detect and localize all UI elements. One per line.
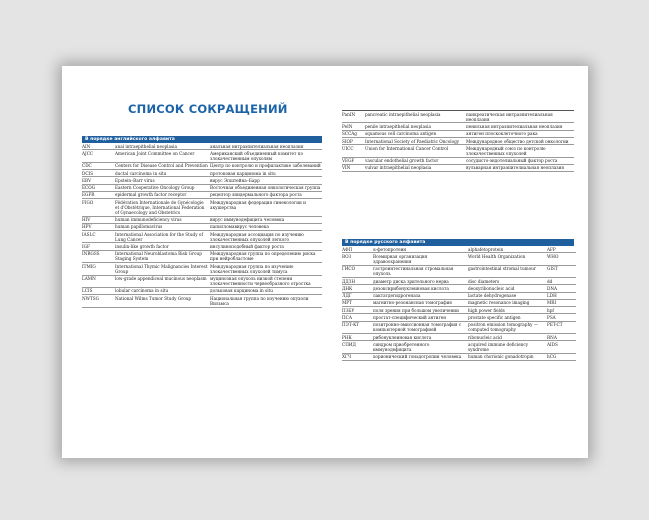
definition-cell: low-grade appendiceal mucinous neoplasm [115, 275, 210, 287]
definition-cell: vascular endothelial growth factor [365, 157, 466, 164]
definition-cell: Международное общество детской онкологии [466, 137, 574, 144]
table-row [82, 177, 322, 184]
table-row [342, 164, 574, 171]
definition-cell: ribonucleic acid [468, 334, 547, 341]
abbreviation-cell: UICC [342, 145, 365, 157]
definition-cell: International Neuroblastoma Risk Group Staging System [115, 250, 210, 262]
definition-cell: пенильная интраэпителиальная неоплазия [466, 123, 574, 130]
definition-cell: vulvar intraepithelial neoplasia [365, 164, 466, 171]
abbreviation-cell: ПЗБУ [342, 307, 373, 314]
definition-cell: Всемирная организация здравоохранения [373, 253, 468, 265]
definition-cell: вирус иммунодефицита человека [210, 216, 322, 223]
abbreviation-cell: PanIN [342, 111, 365, 123]
russian-section-header: В порядке русского алфавита [342, 239, 574, 246]
english-section-continued [342, 110, 574, 172]
definition-cell: alphafetoprotein [468, 246, 547, 253]
definition-cell: International Thymic Malignancies Interest Group [115, 263, 210, 275]
definition-cell: human chorionic gonadotropin [468, 353, 547, 360]
table-row [342, 285, 576, 292]
abbreviation-cell: DCIS [82, 169, 115, 176]
definition-cell: MRI [547, 299, 576, 306]
definition-cell: anal intraepithelial neoplasia [115, 143, 210, 150]
definition-cell: Национальная группа по изучению опухоли Вильмса [210, 295, 322, 307]
definition-cell: гастроинтестинальная стромальная опухоль [373, 265, 468, 277]
definition-cell: hCG [547, 353, 576, 360]
abbreviation-cell: HPV [82, 223, 115, 230]
table-row [82, 287, 322, 294]
definition-cell: Eastern Cooperative Oncology Group [115, 184, 210, 191]
definition-cell: magnetic resonance imaging [468, 299, 547, 306]
definition-cell: сосудисто-эндотелиальный фактор роста [466, 157, 574, 164]
definition-cell: gastrointestinal stromal tumour [468, 265, 547, 277]
definition-cell: AIDS [547, 341, 576, 353]
abbreviation-cell: ЛДГ [342, 292, 373, 299]
definition-cell: синдром приобретенного иммунодефицита [373, 341, 468, 353]
definition-cell: Американский объединенный комитет по злокачественным опухолям [210, 150, 322, 162]
abbreviation-cell: VEGF [342, 157, 365, 164]
abbreviation-cell: АФП [342, 246, 373, 253]
table-row [342, 123, 574, 130]
table-row [82, 275, 322, 287]
definition-cell: human immunodeficiency virus [115, 216, 210, 223]
definition-cell: AFP [547, 246, 576, 253]
definition-cell: American Joint Committee on Cancer [115, 150, 210, 162]
abbreviation-cell: ДНК [342, 285, 373, 292]
english-abbreviations-table [82, 143, 322, 308]
definition-cell: хорионический гонадотропин человека [373, 353, 468, 360]
definition-cell: LDH [547, 292, 576, 299]
page-title: СПИСОК СОКРАЩЕНИЙ [128, 102, 288, 116]
definition-cell: PSA [547, 314, 576, 321]
abbreviation-cell: INRGSS [82, 250, 115, 262]
abbreviation-cell: SCCAg [342, 130, 365, 137]
definition-cell: ductal carcinoma in situ [115, 169, 210, 176]
abbreviation-cell: AJCC [82, 150, 115, 162]
table-row [342, 137, 574, 144]
russian-section [342, 239, 574, 361]
definition-cell: Epstein–Barr virus [115, 177, 210, 184]
table-row [342, 157, 574, 164]
definition-cell: Центр по контролю и профилактике заболеваний [210, 163, 321, 169]
definition-cell: инсулиноподобный фактор роста [210, 243, 322, 250]
abbreviation-cell: ПЭТ-КТ [342, 321, 373, 333]
table-row [82, 184, 322, 191]
definition-cell: squamous cell carcinoma antigen [365, 130, 466, 137]
definition-cell: epidermal growth factor receptor [115, 191, 210, 198]
definition-cell: протоковая карцинома in situ [210, 169, 322, 176]
abbreviation-cell: PeIN [342, 123, 365, 130]
table-row [342, 341, 576, 353]
table-row [342, 145, 574, 157]
document-page [62, 66, 588, 458]
table-row [82, 162, 322, 169]
definition-cell: Международная группа по определению риска при нейробластоме [210, 250, 322, 262]
table-row [342, 353, 576, 360]
english-abbreviations-table-continued [342, 111, 574, 172]
definition-cell: вирус Эпштейна–Барр [210, 177, 322, 184]
definition-cell: дезоксирибонуклеиновая кислота [373, 285, 468, 292]
definition-cell: диаметр диска зрительного нерва [373, 278, 468, 285]
abbreviation-cell: EGFR [82, 191, 115, 198]
definition-cell: панкреатическая интраэпителиальная неоплазия [466, 111, 574, 123]
definition-cell: лактатдегидрогеназа [373, 292, 468, 299]
abbreviation-cell: SIOP [342, 137, 365, 144]
table-row [82, 250, 322, 262]
definition-cell: позитронно-эмиссионная томография с компьютерной томографией [373, 321, 468, 333]
definition-cell: GIST [547, 265, 576, 277]
definition-cell: National Wilms Tumor Study Group [115, 295, 210, 307]
table-row [342, 314, 576, 321]
abbreviation-cell: ECOG [82, 184, 115, 191]
abbreviation-cell: РНК [342, 334, 373, 341]
abbreviation-cell: HIV [82, 216, 115, 223]
definition-cell: Centers for Disease Control and Prevention [115, 162, 210, 169]
abbreviation-cell: VIN [342, 164, 365, 171]
definition-cell: анальная интраэпителиальная неоплазия [210, 143, 322, 150]
definition-cell: Международная ассоциация по изучению злокачественных опухолей легкого [210, 231, 322, 243]
definition-cell: dd [547, 278, 576, 285]
table-row [82, 191, 322, 198]
table-row [342, 111, 574, 123]
table-row [82, 263, 322, 275]
abbreviation-cell: LAMN [82, 275, 115, 287]
definition-cell: Fédération Internationale de Gynécologie et d'Obstétrique, International Federation of Gynaecology and Obstetrics [115, 199, 210, 216]
table-row [342, 265, 576, 277]
definition-cell: human papillomavirus [115, 223, 210, 230]
definition-cell: International Society of Paediatric Oncology [365, 137, 466, 144]
definition-cell: вульварная интраэпителиальная неоплазия [466, 164, 574, 171]
abbreviation-cell: ПСА [342, 314, 373, 321]
table-row [82, 216, 322, 223]
abbreviation-cell: CDC [82, 162, 115, 169]
abbreviation-cell: FIGO [82, 199, 115, 216]
definition-cell: positron emission tomography — computed tomography [468, 321, 547, 333]
table-row [82, 199, 322, 216]
definition-cell: дольковая карцинома in situ [210, 287, 322, 294]
definition-cell: RNA [547, 334, 576, 341]
definition-cell: рецептор эпидермального фактора роста [210, 191, 322, 198]
table-row [342, 307, 576, 314]
definition-cell: disc diameters [468, 278, 547, 285]
definition-cell: Union for International Cancer Control [365, 145, 466, 157]
abbreviation-cell: EBV [82, 177, 115, 184]
table-row [82, 295, 322, 307]
definition-cell: муцинозная опухоль низкой степени злокачественности червеобразного отростка [210, 275, 322, 287]
definition-cell: поля зрения при большом увеличении [373, 307, 468, 314]
table-row [82, 223, 322, 230]
definition-cell: антиген плоскоклеточного рака [466, 130, 574, 137]
definition-cell: простат-специфический антиген [373, 314, 468, 321]
table-row [342, 253, 576, 265]
table-row [342, 299, 576, 306]
definition-cell: PET-CT [547, 321, 576, 333]
table-row [342, 278, 576, 285]
abbreviation-cell: AIN [82, 143, 115, 150]
definition-cell: high power fields [468, 307, 547, 314]
definition-cell: магнитно-резонансная томография [373, 299, 468, 306]
english-section [82, 136, 322, 308]
table-row [342, 246, 576, 253]
abbreviation-cell: IGF [82, 243, 115, 250]
abbreviation-cell: IASLC [82, 231, 115, 243]
definition-cell: prostate specific antigen [468, 314, 547, 321]
table-row [82, 231, 322, 243]
table-row [82, 169, 322, 176]
definition-cell: penile intraepithelial neoplasia [365, 123, 466, 130]
abbreviation-cell: ХГЧ [342, 353, 373, 360]
abbreviation-cell: МРТ [342, 299, 373, 306]
definition-cell: hpf [547, 307, 576, 314]
definition-cell: DNA [547, 285, 576, 292]
definition-cell: Международная группа по изучению злокачественных опухолей тимуса [210, 263, 322, 275]
definition-cell: Международный союз по контролю злокачественных опухолей [466, 145, 574, 157]
table-row [342, 130, 574, 137]
english-section-header: В порядке английского алфавита [82, 136, 322, 143]
abbreviation-cell: СПИД [342, 341, 373, 353]
table-row [82, 150, 322, 162]
definition-cell: рибонуклеиновая кислота [373, 334, 468, 341]
definition-cell: pancreatic intraepithelial neoplasia [365, 111, 466, 123]
definition-cell: deoxyribonucleic acid [468, 285, 547, 292]
abbreviation-cell: NWTSG [82, 295, 115, 307]
definition-cell: lobular carcinoma in situ [115, 287, 210, 294]
definition-cell: WHO [547, 253, 576, 265]
russian-abbreviations-table [342, 246, 576, 361]
definition-cell: папилломавирус человека [210, 223, 322, 230]
table-row [342, 321, 576, 333]
definition-cell: World Health Organization [468, 253, 547, 265]
abbreviation-cell: ITMIG [82, 263, 115, 275]
table-row [82, 143, 322, 150]
abbreviation-cell: LCIS [82, 287, 115, 294]
abbreviation-cell: ГИСО [342, 265, 373, 277]
table-row [342, 292, 576, 299]
table-row [82, 243, 322, 250]
definition-cell: Восточная объединенная онкологическая группа [210, 185, 321, 191]
definition-cell: International Association for the Study of Lung Cancer [115, 231, 210, 243]
definition-cell: acquired immune deficiency syndrome [468, 341, 547, 353]
definition-cell: α-фетопротеин [373, 246, 468, 253]
table-row [342, 334, 576, 341]
definition-cell: lactate dehydrogenase [468, 292, 547, 299]
abbreviation-cell: ВОЗ [342, 253, 373, 265]
definition-cell: insulin-like growth factor [115, 243, 210, 250]
abbreviation-cell: ДДЗН [342, 278, 373, 285]
definition-cell: Международная федерация гинекологии и акушерства [210, 199, 322, 216]
